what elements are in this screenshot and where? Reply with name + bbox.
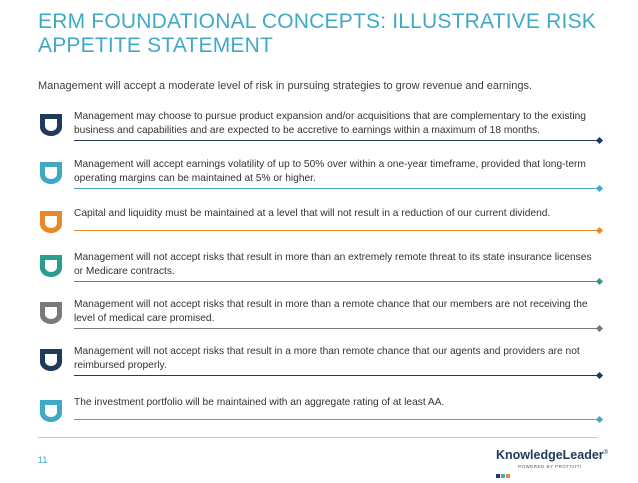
- item-underline: [74, 419, 600, 420]
- risk-statement-text: Management will not accept risks that result in more than a remote chance that our members are not receiving the level of medical care promised.: [74, 299, 588, 324]
- risk-statement-text: Capital and liquidity must be maintained at a level that will not result in a reduction of our current dividend.: [74, 208, 551, 219]
- underline-end-marker: [596, 416, 603, 423]
- logo-dot: [506, 474, 510, 478]
- risk-statement-item: [38, 251, 600, 297]
- page-number: 11: [38, 455, 48, 465]
- risk-statement-item: [38, 158, 600, 204]
- risk-statement-item: [38, 207, 600, 253]
- footer-divider: [38, 437, 598, 438]
- underline-end-marker: [596, 278, 603, 285]
- underline-end-marker: [596, 137, 603, 144]
- underline-end-marker: [596, 227, 603, 234]
- logo-wordmark: KnowledgeLeader®: [496, 448, 609, 462]
- intro-text: Management will accept a moderate level of risk in pursuing strategies to grow revenue and earnings.: [38, 80, 533, 92]
- item-underline: [74, 188, 600, 189]
- underline-end-marker: [596, 185, 603, 192]
- logo-dot: [496, 474, 500, 478]
- shield-badge-icon: [38, 253, 64, 279]
- knowledgeleader-logo: [496, 448, 626, 474]
- item-underline: [74, 328, 600, 329]
- risk-statement-item: [38, 298, 600, 344]
- title-line-2: APPETITE STATEMENT: [38, 34, 274, 57]
- shield-badge-icon: [38, 112, 64, 138]
- underline-end-marker: [596, 372, 603, 379]
- shield-badge-icon: [38, 300, 64, 326]
- logo-dot: [501, 474, 505, 478]
- shield-badge-icon: [38, 347, 64, 373]
- risk-statement-text: Management may choose to pursue product expansion and/or acquisitions that are complementary to the existing business and capabilities and are expected to be accretive to earnings within a maximum of 18 months.: [74, 111, 586, 136]
- risk-statement-text: The investment portfolio will be maintained with an aggregate rating of at least AA.: [74, 397, 445, 408]
- item-underline: [74, 281, 600, 282]
- risk-statement-item: [38, 396, 600, 442]
- item-underline: [74, 140, 600, 141]
- slide-title: [38, 10, 618, 58]
- underline-end-marker: [596, 325, 603, 332]
- shield-badge-icon: [38, 398, 64, 424]
- logo-tagline: POWERED BY PROTIVITI: [518, 464, 582, 469]
- title-line-1: ERM FOUNDATIONAL CONCEPTS: ILLUSTRATIVE RISK: [38, 10, 596, 33]
- shield-badge-icon: [38, 160, 64, 186]
- item-underline: [74, 230, 600, 231]
- shield-badge-icon: [38, 209, 64, 235]
- risk-statement-text: Management will not accept risks that result in more than an extremely remote threat to its state insurance licenses or Medicare contracts.: [74, 252, 592, 277]
- risk-statement-text: Management will not accept risks that result in a more than remote chance that our agents and providers are not reimbursed properly.: [74, 346, 580, 371]
- risk-statement-text: Management will accept earnings volatility of up to 50% over within a one-year timeframe, provided that long-term operating margins can be maintained at 5% or higher.: [74, 159, 586, 184]
- item-underline: [74, 375, 600, 376]
- logo-dots: [496, 465, 511, 483]
- risk-statement-item: [38, 345, 600, 391]
- risk-statement-item: [38, 110, 600, 156]
